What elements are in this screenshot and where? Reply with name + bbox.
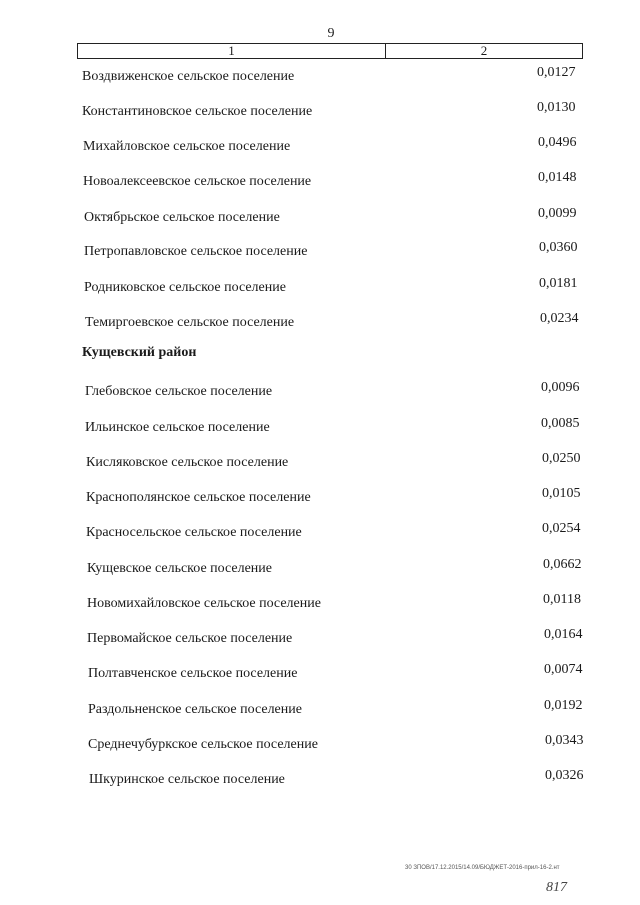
settlement-name: Новоалексеевское сельское поселение <box>83 174 312 189</box>
settlement-value: 0,0148 <box>538 170 577 185</box>
settlement-value: 0,0074 <box>544 662 583 677</box>
settlement-value: 0,0164 <box>544 627 583 642</box>
table-row <box>0 627 640 647</box>
settlement-name: Красносельское сельское поселение <box>86 525 302 540</box>
table-row <box>0 451 640 471</box>
settlement-name: Темиргоевское сельское поселение <box>85 315 295 330</box>
settlement-value: 0,0130 <box>537 100 576 115</box>
header-col-1: 1 <box>78 44 386 58</box>
settlement-name: Кущевское сельское поселение <box>87 561 272 576</box>
settlement-value: 0,0496 <box>538 135 577 150</box>
settlement-value: 0,0360 <box>539 240 578 255</box>
settlement-value: 0,0326 <box>545 768 584 783</box>
table-row <box>0 557 640 577</box>
settlement-value: 0,0254 <box>542 521 581 536</box>
settlement-value: 0,0234 <box>540 311 579 326</box>
settlement-name: Полтавченское сельское поселение <box>88 666 298 681</box>
table-row <box>0 698 640 718</box>
settlement-name: Петропавловское сельское поселение <box>84 244 308 259</box>
table-row <box>0 206 640 226</box>
table-row <box>0 170 640 190</box>
page-number: 9 <box>327 26 335 41</box>
settlement-name: Среднечубуркское сельское поселение <box>88 737 318 752</box>
settlement-name: Михайловское сельское поселение <box>83 139 291 154</box>
table-row <box>0 135 640 155</box>
settlement-value: 0,0096 <box>541 380 580 395</box>
table-row <box>0 733 640 753</box>
table-row <box>0 592 640 612</box>
footer-page-number: 817 <box>546 880 567 895</box>
table-row <box>0 380 640 400</box>
header-col-2: 2 <box>480 43 488 58</box>
settlement-value: 0,0099 <box>538 206 577 221</box>
table-row <box>0 416 640 436</box>
settlement-value: 0,0118 <box>543 592 581 607</box>
settlement-name: Краснополянское сельское поселение <box>86 490 311 505</box>
settlement-value: 0,0105 <box>542 486 581 501</box>
settlement-value: 0,0250 <box>542 451 581 466</box>
table-row <box>0 662 640 682</box>
settlement-name: Воздвиженское сельское поселение <box>82 69 295 84</box>
district-heading: Кущевский район <box>82 345 197 360</box>
settlement-name: Шкуринское сельское поселение <box>89 772 285 787</box>
settlement-value: 0,0181 <box>539 276 578 291</box>
table-header <box>77 43 583 59</box>
table-row <box>0 311 640 331</box>
table-row <box>0 276 640 296</box>
table-row <box>0 521 640 541</box>
settlement-name: Константиновское сельское поселение <box>82 104 313 119</box>
settlement-name: Ильинское сельское поселение <box>85 420 270 435</box>
footer-stamp: 30 ЗПОВ/17.12.2015/14.09/БЮДЖЕТ-2016-прил-16-2.нт <box>405 865 560 871</box>
table-row <box>0 65 640 85</box>
settlement-value: 0,0127 <box>537 65 576 80</box>
table-row <box>0 240 640 260</box>
settlement-value: 0,0662 <box>543 557 582 572</box>
settlement-name: Октябрьское сельское поселение <box>84 210 280 225</box>
table-row <box>0 768 640 788</box>
settlement-name: Новомихайловское сельское поселение <box>87 596 321 611</box>
settlement-name: Раздольненское сельское поселение <box>88 702 302 717</box>
settlement-name: Первомайское сельское поселение <box>87 631 293 646</box>
settlement-name: Родниковское сельское поселение <box>84 280 286 295</box>
settlement-name: Глебовское сельское поселение <box>85 384 273 399</box>
settlement-value: 0,0192 <box>544 698 583 713</box>
settlement-value: 0,0343 <box>545 733 584 748</box>
table-row <box>0 100 640 120</box>
table-row <box>0 486 640 506</box>
settlement-value: 0,0085 <box>541 416 580 431</box>
settlement-name: Кисляковское сельское поселение <box>86 455 289 470</box>
